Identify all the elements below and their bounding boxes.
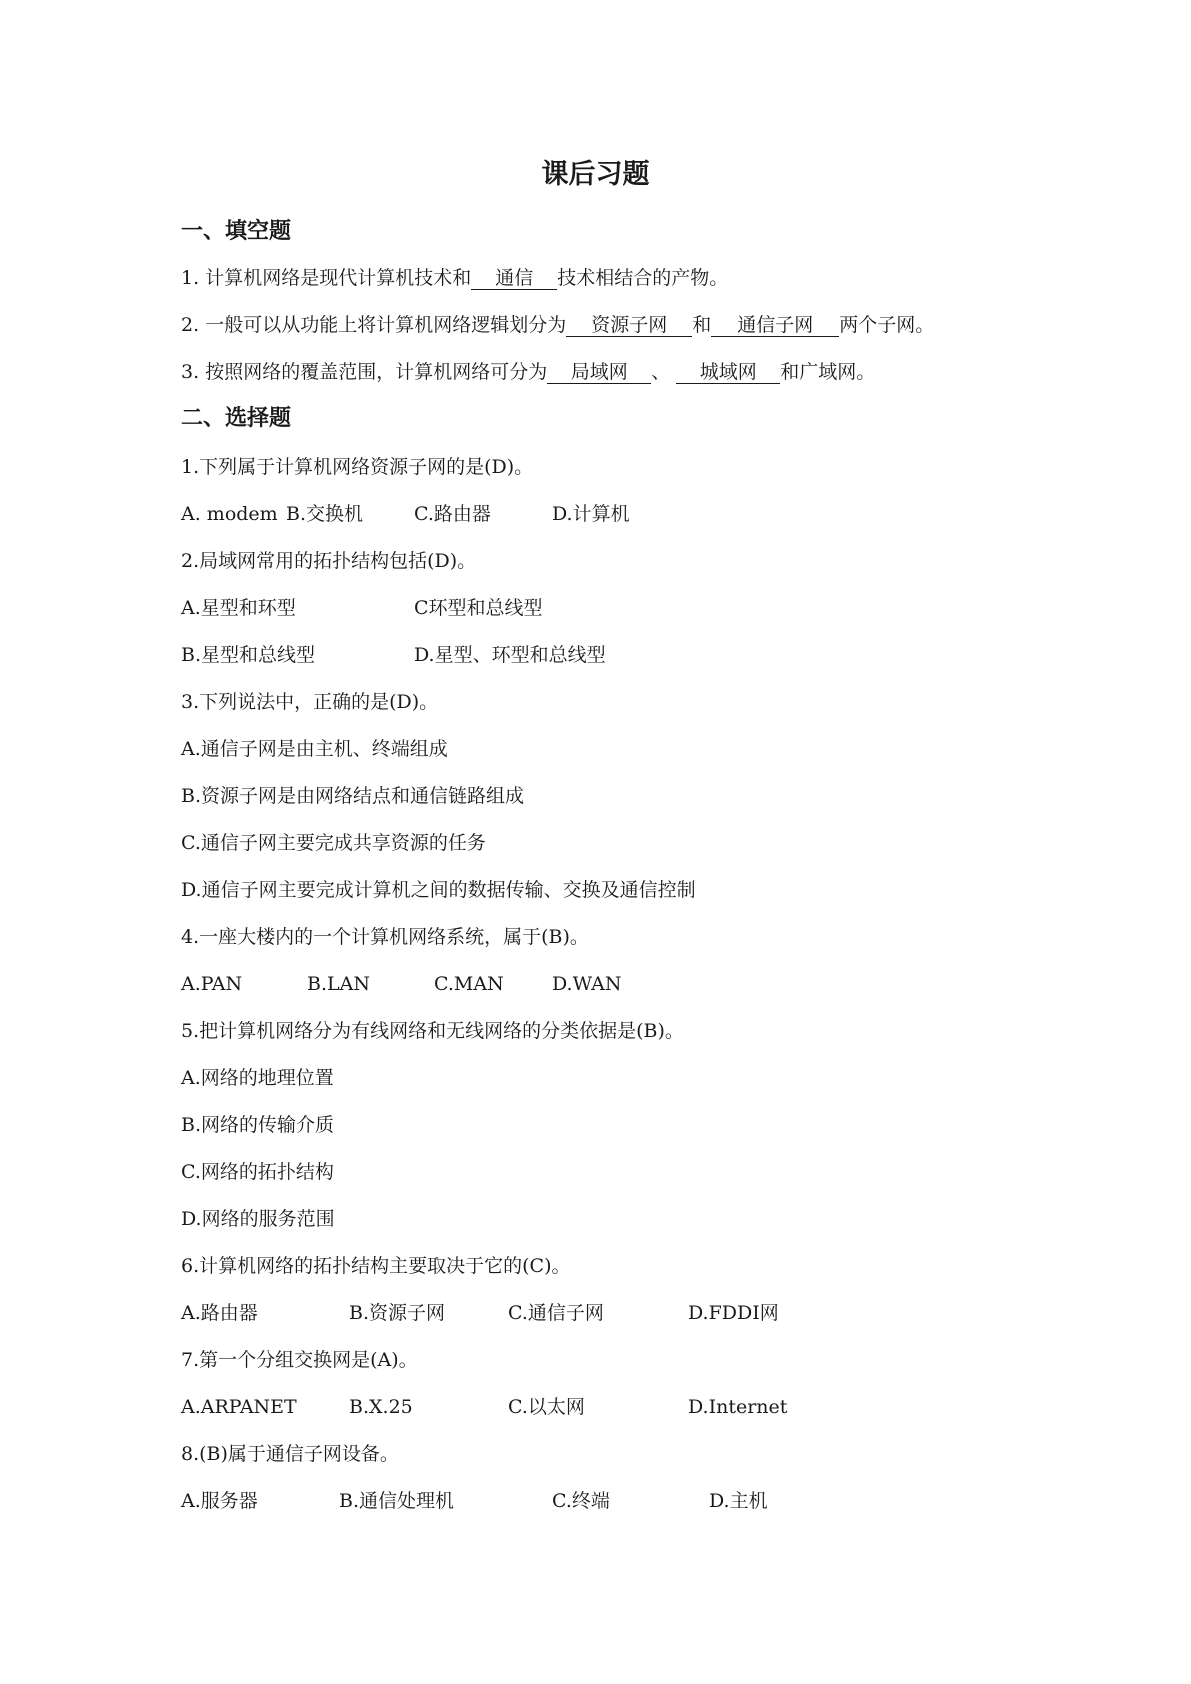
- question-text: 技术相结合的产物。: [557, 267, 729, 289]
- option-b: B.X.25: [349, 1396, 413, 1418]
- option-d: D.计算机: [552, 503, 630, 525]
- option-a: A.星型和环型: [181, 597, 296, 619]
- answer-blank: 资源子网: [566, 314, 692, 337]
- option-c: C环型和总线型: [414, 597, 543, 619]
- question-text: 两个子网。: [839, 314, 935, 336]
- option-a: A.通信子网是由主机、终端组成: [181, 738, 448, 760]
- option-b: B.网络的传输介质: [181, 1114, 335, 1136]
- option-b: B.交换机: [286, 503, 364, 525]
- section-heading-multiple-choice: 二、选择题: [181, 406, 292, 431]
- question-text: 、: [651, 361, 671, 383]
- choice-question-8-stem: 8.(B)属于通信子网设备。: [181, 1443, 399, 1465]
- answer-blank: 通信: [471, 267, 557, 290]
- answer-blank: 通信子网: [711, 314, 839, 337]
- choice-question-6-stem: 6.计算机网络的拓扑结构主要取决于它的(C)。: [181, 1255, 571, 1277]
- answer-blank: 城域网: [676, 361, 780, 384]
- page-title: 课后习题: [541, 159, 650, 190]
- fill-question-3: [181, 360, 875, 384]
- question-number: 1.: [181, 267, 200, 289]
- question-text: 和: [692, 314, 712, 336]
- option-c: C.终端: [552, 1490, 610, 1512]
- option-a: A.ARPANET: [181, 1396, 297, 1418]
- option-b: B.通信处理机: [339, 1490, 455, 1512]
- question-text: 按照网络的覆盖范围，计算机网络可分为: [205, 361, 548, 383]
- question-text: 计算机网络是现代计算机技术和: [205, 267, 472, 289]
- answer-blank: 局域网: [547, 361, 651, 384]
- option-d: D.FDDI网: [688, 1302, 779, 1324]
- option-b: B.LAN: [307, 973, 370, 995]
- question-number: 3.: [181, 361, 200, 383]
- option-b: B.资源子网是由网络结点和通信链路组成: [181, 785, 525, 807]
- question-text: 和广域网。: [780, 361, 876, 383]
- option-c: C.通信子网主要完成共享资源的任务: [181, 832, 486, 854]
- option-a: A. modem: [181, 503, 278, 525]
- option-d: D.WAN: [552, 973, 622, 995]
- option-a: A.PAN: [181, 973, 243, 995]
- fill-question-1: [181, 266, 728, 290]
- option-c: C.以太网: [508, 1396, 585, 1418]
- option-c: C.通信子网: [508, 1302, 604, 1324]
- option-a: A.路由器: [181, 1302, 258, 1324]
- option-d: D.主机: [709, 1490, 768, 1512]
- fill-question-2: [181, 313, 934, 337]
- option-b: B.星型和总线型: [181, 644, 316, 666]
- option-d: D.网络的服务范围: [181, 1208, 335, 1230]
- option-d: D.星型、环型和总线型: [414, 644, 606, 666]
- option-c: C.网络的拓扑结构: [181, 1161, 334, 1183]
- option-c: C.路由器: [414, 503, 491, 525]
- choice-question-2-stem: 2.局域网常用的拓扑结构包括(D)。: [181, 550, 477, 572]
- question-number: 2.: [181, 314, 200, 336]
- question-text: 一般可以从功能上将计算机网络逻辑划分为: [205, 314, 567, 336]
- choice-question-3-stem: 3.下列说法中，正确的是(D)。: [181, 691, 439, 713]
- option-a: A.服务器: [181, 1490, 258, 1512]
- section-heading-fill-blank: 一、填空题: [181, 219, 292, 244]
- option-b: B.资源子网: [349, 1302, 446, 1324]
- choice-question-4-stem: 4.一座大楼内的一个计算机网络系统，属于(B)。: [181, 926, 589, 948]
- option-a: A.网络的地理位置: [181, 1067, 334, 1089]
- choice-question-7-stem: 7.第一个分组交换网是(A)。: [181, 1349, 418, 1371]
- choice-question-5-stem: 5.把计算机网络分为有线网络和无线网络的分类依据是(B)。: [181, 1020, 684, 1042]
- option-d: D.通信子网主要完成计算机之间的数据传输、交换及通信控制: [181, 879, 696, 901]
- option-d: D.Internet: [688, 1396, 788, 1418]
- option-c: C.MAN: [434, 973, 504, 995]
- choice-question-1-stem: 1.下列属于计算机网络资源子网的是(D)。: [181, 456, 534, 478]
